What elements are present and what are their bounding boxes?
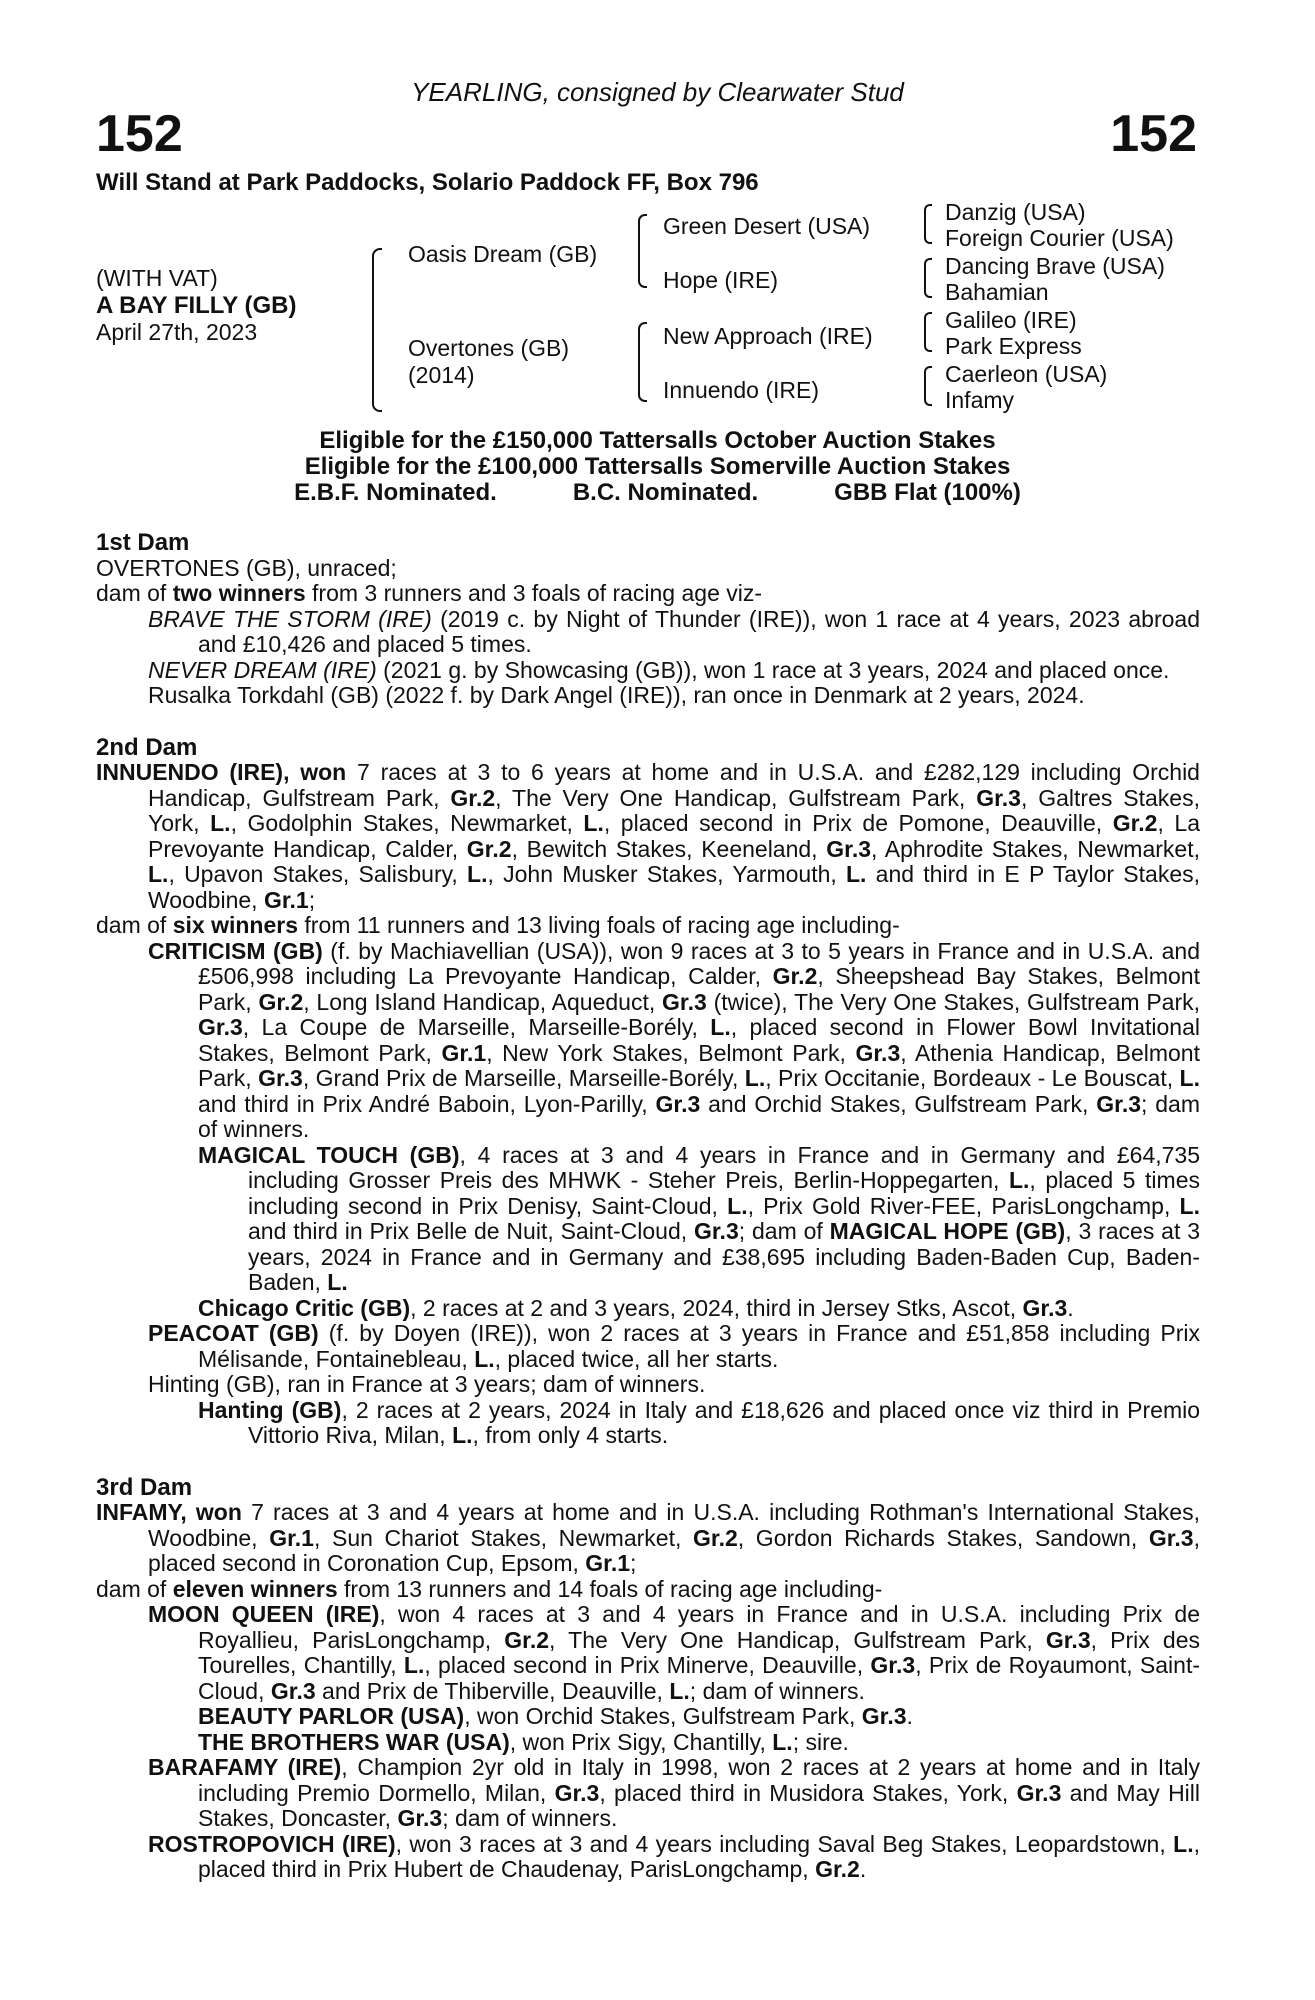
section-heading: 2nd Dam [96, 733, 198, 761]
pedigree-bracket [638, 214, 647, 288]
pedigree-dsd: Park Express [945, 333, 1082, 359]
progeny-entry: BEAUTY PARLOR (USA), won Orchid Stakes, Gulfstream Park, Gr.3. [198, 1703, 913, 1729]
dam-line: OVERTONES (GB), unraced; [96, 554, 397, 581]
second-dam-section [96, 735, 1200, 1449]
pedigree-bracket [372, 248, 382, 412]
dam-record: INFAMY, won 7 races at 3 and 4 years at home and in U.S.A. including Rothman's International Stakes, Woodbine, Gr.1, Sun Chariot Stakes, Newmarket, Gr.2, Gordon Richards Stakes, Sandown, Gr.3, placed second in Coronation Cup, Epsom, Gr.1; [96, 1499, 1200, 1576]
dam-of-line: dam of six winners from 11 runners and 13 living foals of racing age including- [96, 912, 900, 938]
progeny-entry: MOON QUEEN (IRE), won 4 races at 3 and 4 years in France and in U.S.A. including Prix de Royallieu, ParisLongchamp, Gr.2, The Very One Handicap, Gulfstream Park, Gr.3, Prix des Tourelles, Chantilly, L., placed second in Prix Minerve, Deauville, Gr.3, Prix de Royaumont, Saint-Cloud, Gr.3 and Prix de Thiberville, Deauville, L.; dam of winners. [148, 1601, 1201, 1704]
progeny-entry: Chicago Critic (GB), 2 races at 2 and 3 years, 2024, third in Jersey Stks, Ascot, Gr.3. [198, 1294, 1074, 1321]
foaling-date: April 27th, 2023 [96, 319, 258, 345]
progeny-entry: CRITICISM (GB) (f. by Machiavellian (USA)), won 9 races at 3 to 5 years in France and in U.S.A. and £506,998 including La Prevoyante Handicap, Calder, Gr.2, Sheepshead Bay Stakes, Belmont Park, Gr.2, Long Island Handicap, Aqueduct, Gr.3 (twice), The Very One Stakes, Gulfstream Park, Gr.3, La Coupe de Marseille, Marseille-Borély, L., placed second in Flower Bowl Invitational Stakes, Belmont Park, Gr.1, New York Stakes, Belmont Park, Gr.3, Athenia Handicap, Belmont Park, Gr.3, Grand Prix de Marseille, Marseille-Borély, L., Prix Occitanie, Bordeaux - Le Bouscat, L. and third in Prix André Baboin, Lyon-Parilly, Gr.3 and Orchid Stakes, Gulfstream Park, Gr.3; dam of winners. [148, 937, 1200, 1142]
pedigree-sss: Danzig (USA) [945, 199, 1086, 225]
pedigree-bracket [924, 204, 932, 244]
pedigree-bracket [924, 312, 932, 352]
gbb-flat: GBB Flat (100%) [834, 479, 1021, 506]
catalogue-body [96, 530, 1200, 1883]
progeny-entry: Hanting (GB), 2 races at 2 years, 2024 in Italy and £18,626 and placed once viz third in Premio Vittorio Riva, Milan, L., from only 4 starts. [198, 1396, 1200, 1448]
progeny-entry: BRAVE THE STORM (IRE) (2019 c. by Night of Thunder (IRE)), won 1 race at 4 years, 2023 abroad and £10,426 and placed 5 times. [148, 605, 1200, 657]
pedigree-ddd: Infamy [945, 387, 1015, 413]
ebf-nominated: E.B.F. Nominated. [294, 479, 497, 506]
pedigree-sdd: Bahamian [945, 279, 1049, 305]
section-heading: 1st Dam [96, 529, 190, 556]
pedigree-sire-sire: Green Desert (USA) [663, 213, 871, 239]
bc-nominated: B.C. Nominated. [572, 479, 759, 506]
pedigree-ssd: Foreign Courier (USA) [945, 225, 1174, 251]
lot-name: A BAY FILLY (GB) [96, 292, 297, 319]
pedigree-dam-year: (2014) [408, 362, 475, 388]
stand-location: Will Stand at Park Paddocks, Solario Paddock FF, Box 796 [96, 169, 759, 196]
pedigree-dss: Galileo (IRE) [945, 307, 1077, 333]
lot-number-right: 152 [1110, 105, 1197, 163]
section-heading: 3rd Dam [96, 1473, 193, 1501]
pedigree-dam: Overtones (GB) [408, 335, 570, 361]
dam-of-line: dam of two winners from 3 runners and 3 foals of racing age viz- [96, 580, 763, 606]
lot-number-left: 152 [96, 105, 183, 163]
pedigree-dam-dam: Innuendo (IRE) [663, 377, 819, 403]
progeny-entry: Rusalka Torkdahl (GB) (2022 f. by Dark Angel (IRE)), ran once in Denmark at 2 years, 2024. [148, 682, 1085, 708]
progeny-entry: Hinting (GB), ran in France at 3 years; dam of winners. [148, 1371, 706, 1397]
third-dam-section [96, 1475, 1200, 1883]
dam-of-line: dam of eleven winners from 13 runners and 14 foals of racing age including- [96, 1575, 883, 1602]
pedigree-sire: Oasis Dream (GB) [408, 241, 598, 267]
pedigree-bracket [638, 322, 647, 402]
nomination-row [0, 480, 1315, 506]
consignment-line: YEARLING, consigned by Clearwater Stud [411, 77, 904, 107]
progeny-entry: THE BROTHERS WAR (USA), won Prix Sigy, Chantilly, L.; sire. [198, 1728, 849, 1755]
progeny-entry: PEACOAT (GB) (f. by Doyen (IRE)), won 2 races at 3 years in France and £51,858 including Prix Mélisande, Fontainebleau, L., placed twice, all her starts. [148, 1320, 1200, 1372]
pedigree-bracket [924, 258, 932, 298]
eligibility-somerville: Eligible for the £100,000 Tattersalls Somerville Auction Stakes [304, 453, 1011, 480]
progeny-entry: BARAFAMY (IRE), Champion 2yr old in Italy in 1998, won 2 races at 2 years at home and in Italy including Premio Dormello, Milan, Gr.3, placed third in Musidora Stakes, York, Gr.3 and May Hill Stakes, Doncaster, Gr.3; dam of winners. [148, 1754, 1201, 1831]
vat-note: (WITH VAT) [96, 265, 218, 291]
pedigree-dds: Caerleon (USA) [945, 361, 1108, 387]
eligibility-october: Eligible for the £150,000 Tattersalls October Auction Stakes [319, 427, 996, 454]
pedigree-bracket [924, 366, 932, 406]
eligibility-block [0, 428, 1315, 506]
first-dam-section [96, 530, 1200, 709]
pedigree-dam-sire: New Approach (IRE) [663, 323, 873, 349]
progeny-entry: MAGICAL TOUCH (GB), 4 races at 3 and 4 years in France and in Germany and £64,735 including Grosser Preis des MHWK - Steher Preis, Berlin-Hoppegarten, L., placed 5 times including second in Prix Denisy, Saint-Cloud, L., Prix Gold River-FEE, ParisLongchamp, L. and third in Prix Belle de Nuit, Saint-Cloud, Gr.3; dam of MAGICAL HOPE (GB), 3 races at 3 years, 2024 in France and in Germany and £38,695 including Baden-Baden Cup, Baden-Baden, L. [198, 1141, 1200, 1295]
pedigree-table [0, 200, 1315, 425]
progeny-entry: ROSTROPOVICH (IRE), won 3 races at 3 and 4 years including Saval Beg Stakes, Leopardstown, L., placed third in Prix Hubert de Chaudenay, ParisLongchamp, Gr.2. [148, 1830, 1200, 1882]
progeny-entry: NEVER DREAM (IRE) (2021 g. by Showcasing (GB)), won 1 race at 3 years, 2024 and placed once. [148, 656, 1170, 683]
dam-record: INNUENDO (IRE), won 7 races at 3 to 6 years at home and in U.S.A. and £282,129 including Orchid Handicap, Gulfstream Park, Gr.2, The Very One Handicap, Gulfstream Park, Gr.3, Galtres Stakes, York, L., Godolphin Stakes, Newmarket, L., placed second in Prix de Pomone, Deauville, Gr.2, La Prevoyante Handicap, Calder, Gr.2, Bewitch Stakes, Keeneland, Gr.3, Aphrodite Stakes, Newmarket, L., Upavon Stakes, Salisbury, L., John Musker Stakes, Yarmouth, L. and third in E P Taylor Stakes, Woodbine, Gr.1; [96, 759, 1200, 913]
pedigree-sds: Dancing Brave (USA) [945, 253, 1165, 279]
pedigree-sire-dam: Hope (IRE) [663, 267, 779, 293]
